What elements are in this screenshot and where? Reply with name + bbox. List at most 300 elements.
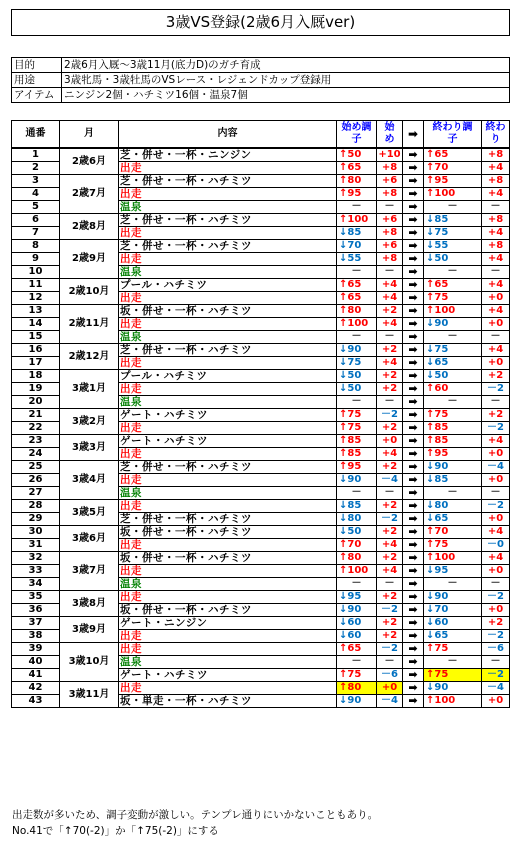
- row-number: 29: [12, 513, 60, 526]
- row-number: 10: [12, 266, 60, 279]
- start-diff: －6: [377, 669, 403, 682]
- header-arrow: ➡: [403, 121, 424, 149]
- start-diff: +2: [377, 305, 403, 318]
- content-cell: 出走: [119, 539, 337, 552]
- row-number: 7: [12, 227, 60, 240]
- start-condition: －: [337, 331, 377, 344]
- content-cell: 坂・併せ・一杯・ハチミツ: [119, 604, 337, 617]
- end-diff: +0: [482, 513, 510, 526]
- arrow-icon: ➡: [403, 240, 424, 253]
- arrow-icon: ➡: [403, 175, 424, 188]
- arrow-icon: ➡: [403, 227, 424, 240]
- header-content: 内容: [119, 121, 337, 149]
- arrow-icon: ➡: [403, 669, 424, 682]
- arrow-icon: ➡: [403, 513, 424, 526]
- end-condition: ↓90: [424, 318, 482, 331]
- content-cell: 芝・併せ・一杯・ハチミツ: [119, 175, 337, 188]
- header-end-diff: 終わり: [482, 121, 510, 149]
- start-condition: ↓95: [337, 591, 377, 604]
- end-condition: －: [424, 656, 482, 669]
- info-value: 3歳牝馬・3歳牡馬のVSレース・レジェンドカップ登録用: [62, 73, 510, 88]
- start-diff: －2: [377, 604, 403, 617]
- start-condition: －: [337, 656, 377, 669]
- start-condition: ↓70: [337, 240, 377, 253]
- row-number: 38: [12, 630, 60, 643]
- start-condition: －: [337, 487, 377, 500]
- table-row: [12, 643, 510, 656]
- start-condition: ↑75: [337, 409, 377, 422]
- arrow-icon: ➡: [403, 604, 424, 617]
- content-cell: ゲート・ニンジン: [119, 617, 337, 630]
- end-condition: ↑75: [424, 409, 482, 422]
- start-condition: ↓90: [337, 604, 377, 617]
- info-key: 目的: [12, 58, 62, 73]
- start-diff: +2: [377, 630, 403, 643]
- end-condition: ↑85: [424, 422, 482, 435]
- end-diff: －: [482, 201, 510, 214]
- end-condition: ↓75: [424, 344, 482, 357]
- arrow-icon: ➡: [403, 253, 424, 266]
- start-diff: －: [377, 656, 403, 669]
- header-start-diff: 始め: [377, 121, 403, 149]
- end-diff: －4: [482, 461, 510, 474]
- arrow-icon: ➡: [403, 148, 424, 162]
- end-diff: +2: [482, 409, 510, 422]
- start-diff: +2: [377, 370, 403, 383]
- row-number: 21: [12, 409, 60, 422]
- arrow-icon: ➡: [403, 591, 424, 604]
- end-diff: －: [482, 578, 510, 591]
- start-condition: －: [337, 201, 377, 214]
- content-cell: プール・ハチミツ: [119, 370, 337, 383]
- start-condition: ↑85: [337, 448, 377, 461]
- row-number: 1: [12, 148, 60, 162]
- content-cell: 出走: [119, 630, 337, 643]
- content-cell: 温泉: [119, 578, 337, 591]
- content-cell: ゲート・ハチミツ: [119, 409, 337, 422]
- arrow-icon: ➡: [403, 539, 424, 552]
- start-condition: ↑75: [337, 669, 377, 682]
- month-cell: 2歳11月: [60, 305, 119, 344]
- row-number: 35: [12, 591, 60, 604]
- arrow-icon: ➡: [403, 279, 424, 292]
- month-cell: 2歳12月: [60, 344, 119, 370]
- end-condition: ↓90: [424, 461, 482, 474]
- table-row: [12, 175, 510, 188]
- row-number: 13: [12, 305, 60, 318]
- end-condition: －: [424, 487, 482, 500]
- end-condition: ↑60: [424, 383, 482, 396]
- end-condition: ↑100: [424, 695, 482, 708]
- content-cell: 出走: [119, 448, 337, 461]
- arrow-icon: ➡: [403, 396, 424, 409]
- start-condition: ↑100: [337, 565, 377, 578]
- end-condition: ↑65: [424, 279, 482, 292]
- month-cell: 3歳5月: [60, 500, 119, 526]
- arrow-icon: ➡: [403, 695, 424, 708]
- content-cell: 芝・併せ・一杯・ハチミツ: [119, 240, 337, 253]
- info-row: [12, 58, 510, 73]
- start-condition: ↑65: [337, 279, 377, 292]
- start-condition: ↑70: [337, 539, 377, 552]
- row-number: 8: [12, 240, 60, 253]
- content-cell: プール・ハチミツ: [119, 279, 337, 292]
- start-diff: +4: [377, 292, 403, 305]
- start-diff: +4: [377, 279, 403, 292]
- row-number: 37: [12, 617, 60, 630]
- start-diff: +4: [377, 357, 403, 370]
- month-cell: 3歳2月: [60, 409, 119, 435]
- month-cell: 2歳10月: [60, 279, 119, 305]
- header-start-cond: 始め調子: [337, 121, 377, 149]
- start-condition: ↑65: [337, 643, 377, 656]
- arrow-icon: ➡: [403, 370, 424, 383]
- start-condition: ↓80: [337, 513, 377, 526]
- start-condition: ↓90: [337, 474, 377, 487]
- start-condition: ↑95: [337, 188, 377, 201]
- row-number: 32: [12, 552, 60, 565]
- content-cell: ゲート・ハチミツ: [119, 669, 337, 682]
- end-diff: +4: [482, 435, 510, 448]
- end-condition: ↑85: [424, 435, 482, 448]
- end-diff: +2: [482, 617, 510, 630]
- start-diff: +2: [377, 617, 403, 630]
- arrow-icon: ➡: [403, 331, 424, 344]
- note-1: 出走数が多いため、調子変動が激しい。テンプレ通りにいかないこともあり。: [12, 809, 379, 821]
- arrow-icon: ➡: [403, 201, 424, 214]
- end-condition: ↓75: [424, 227, 482, 240]
- row-number: 6: [12, 214, 60, 227]
- start-condition: ↑80: [337, 305, 377, 318]
- end-diff: +0: [482, 565, 510, 578]
- page-title: 3歳VS登録(2歳6月入厩ver): [11, 9, 510, 36]
- content-cell: 坂・併せ・一杯・ハチミツ: [119, 526, 337, 539]
- month-cell: 2歳7月: [60, 175, 119, 214]
- end-diff: －: [482, 396, 510, 409]
- row-number: 39: [12, 643, 60, 656]
- start-diff: +8: [377, 162, 403, 175]
- arrow-icon: ➡: [403, 461, 424, 474]
- month-cell: 3歳3月: [60, 435, 119, 461]
- end-condition: ↑75: [424, 643, 482, 656]
- start-diff: +2: [377, 383, 403, 396]
- arrow-icon: ➡: [403, 435, 424, 448]
- table-row: [12, 461, 510, 474]
- row-number: 25: [12, 461, 60, 474]
- row-number: 27: [12, 487, 60, 500]
- row-number: 26: [12, 474, 60, 487]
- content-cell: 芝・併せ・一杯・ハチミツ: [119, 214, 337, 227]
- start-condition: ↑65: [337, 292, 377, 305]
- start-condition: ↑75: [337, 422, 377, 435]
- content-cell: 出走: [119, 357, 337, 370]
- start-condition: ↓55: [337, 253, 377, 266]
- header-month: 月: [60, 121, 119, 149]
- content-cell: 出走: [119, 474, 337, 487]
- end-diff: －2: [482, 422, 510, 435]
- row-number: 12: [12, 292, 60, 305]
- row-number: 5: [12, 201, 60, 214]
- start-condition: ↑50: [337, 148, 377, 162]
- start-condition: －: [337, 266, 377, 279]
- arrow-icon: ➡: [403, 344, 424, 357]
- header-no: 通番: [12, 121, 60, 149]
- content-cell: 坂・単走・一杯・ハチミツ: [119, 695, 337, 708]
- table-row: [12, 240, 510, 253]
- arrow-icon: ➡: [403, 526, 424, 539]
- end-diff: +4: [482, 344, 510, 357]
- table-row: [12, 214, 510, 227]
- end-condition: ↓90: [424, 591, 482, 604]
- start-diff: +2: [377, 591, 403, 604]
- end-condition: －: [424, 266, 482, 279]
- end-condition: ↑100: [424, 305, 482, 318]
- end-condition: ↑75: [424, 669, 482, 682]
- arrow-icon: ➡: [403, 682, 424, 695]
- content-cell: ゲート・ハチミツ: [119, 435, 337, 448]
- start-diff: +4: [377, 448, 403, 461]
- end-diff: +2: [482, 370, 510, 383]
- end-condition: ↓80: [424, 500, 482, 513]
- start-diff: +6: [377, 240, 403, 253]
- month-cell: 3歳6月: [60, 526, 119, 552]
- content-cell: 出走: [119, 643, 337, 656]
- end-condition: ↓55: [424, 240, 482, 253]
- start-diff: +6: [377, 214, 403, 227]
- row-number: 14: [12, 318, 60, 331]
- content-cell: 温泉: [119, 487, 337, 500]
- start-condition: ↑85: [337, 435, 377, 448]
- row-number: 30: [12, 526, 60, 539]
- start-condition: ↑80: [337, 682, 377, 695]
- end-condition: ↑95: [424, 448, 482, 461]
- start-condition: ↓50: [337, 526, 377, 539]
- content-cell: 出走: [119, 383, 337, 396]
- start-diff: +2: [377, 344, 403, 357]
- end-condition: ↓85: [424, 474, 482, 487]
- arrow-icon: ➡: [403, 383, 424, 396]
- arrow-icon: ➡: [403, 565, 424, 578]
- end-condition: ↑75: [424, 539, 482, 552]
- content-cell: 温泉: [119, 396, 337, 409]
- arrow-icon: ➡: [403, 292, 424, 305]
- month-cell: 3歳11月: [60, 682, 119, 708]
- content-cell: 温泉: [119, 201, 337, 214]
- row-number: 28: [12, 500, 60, 513]
- row-number: 41: [12, 669, 60, 682]
- content-cell: 出走: [119, 500, 337, 513]
- end-condition: ↓85: [424, 214, 482, 227]
- end-condition: ↓65: [424, 513, 482, 526]
- table-row: [12, 409, 510, 422]
- row-number: 11: [12, 279, 60, 292]
- row-number: 16: [12, 344, 60, 357]
- arrow-icon: ➡: [403, 617, 424, 630]
- arrow-icon: ➡: [403, 487, 424, 500]
- end-diff: +4: [482, 253, 510, 266]
- end-condition: －: [424, 578, 482, 591]
- content-cell: 坂・併せ・一杯・ハチミツ: [119, 305, 337, 318]
- table-row: [12, 435, 510, 448]
- start-diff: +2: [377, 500, 403, 513]
- content-cell: 温泉: [119, 266, 337, 279]
- end-diff: －: [482, 331, 510, 344]
- end-diff: +0: [482, 695, 510, 708]
- start-diff: －4: [377, 474, 403, 487]
- end-condition: －: [424, 331, 482, 344]
- table-row: [12, 148, 510, 162]
- month-cell: 2歳9月: [60, 240, 119, 279]
- row-number: 18: [12, 370, 60, 383]
- content-cell: 出走: [119, 292, 337, 305]
- start-condition: ↓60: [337, 630, 377, 643]
- start-diff: －: [377, 331, 403, 344]
- arrow-icon: ➡: [403, 474, 424, 487]
- content-cell: 出走: [119, 227, 337, 240]
- end-condition: －: [424, 396, 482, 409]
- table-row: [12, 500, 510, 513]
- start-diff: －4: [377, 695, 403, 708]
- end-diff: +0: [482, 604, 510, 617]
- table-row: [12, 344, 510, 357]
- start-diff: －: [377, 201, 403, 214]
- arrow-icon: ➡: [403, 305, 424, 318]
- start-diff: +2: [377, 526, 403, 539]
- content-cell: 芝・併せ・一杯・ハチミツ: [119, 344, 337, 357]
- row-number: 20: [12, 396, 60, 409]
- note-2: No.41で「↑70(-2)」か「↑75(-2)」にする: [12, 825, 219, 837]
- end-diff: －2: [482, 500, 510, 513]
- end-diff: +8: [482, 214, 510, 227]
- row-number: 42: [12, 682, 60, 695]
- start-diff: －2: [377, 643, 403, 656]
- content-cell: 出走: [119, 682, 337, 695]
- content-cell: 出走: [119, 318, 337, 331]
- arrow-icon: ➡: [403, 409, 424, 422]
- end-diff: +4: [482, 526, 510, 539]
- start-diff: －: [377, 578, 403, 591]
- end-diff: +4: [482, 162, 510, 175]
- info-row: [12, 88, 510, 103]
- arrow-icon: ➡: [403, 162, 424, 175]
- start-diff: +2: [377, 461, 403, 474]
- end-diff: －2: [482, 669, 510, 682]
- row-number: 34: [12, 578, 60, 591]
- content-cell: 温泉: [119, 656, 337, 669]
- start-condition: －: [337, 578, 377, 591]
- end-condition: ↓50: [424, 253, 482, 266]
- content-cell: 出走: [119, 422, 337, 435]
- start-condition: ↑100: [337, 318, 377, 331]
- arrow-icon: ➡: [403, 656, 424, 669]
- start-condition: ↑65: [337, 162, 377, 175]
- row-number: 22: [12, 422, 60, 435]
- end-condition: －: [424, 201, 482, 214]
- end-condition: ↓60: [424, 617, 482, 630]
- content-cell: 芝・併せ・一杯・ハチミツ: [119, 461, 337, 474]
- end-condition: ↓70: [424, 604, 482, 617]
- end-diff: +4: [482, 279, 510, 292]
- start-diff: －2: [377, 409, 403, 422]
- end-condition: ↑75: [424, 292, 482, 305]
- end-diff: +8: [482, 240, 510, 253]
- end-diff: +0: [482, 318, 510, 331]
- arrow-icon: ➡: [403, 630, 424, 643]
- end-condition: ↓65: [424, 630, 482, 643]
- row-number: 40: [12, 656, 60, 669]
- row-number: 43: [12, 695, 60, 708]
- end-condition: ↑65: [424, 148, 482, 162]
- arrow-icon: ➡: [403, 552, 424, 565]
- table-row: [12, 279, 510, 292]
- row-number: 33: [12, 565, 60, 578]
- start-diff: +0: [377, 435, 403, 448]
- row-number: 9: [12, 253, 60, 266]
- start-condition: ↓85: [337, 500, 377, 513]
- row-number: 2: [12, 162, 60, 175]
- start-diff: +4: [377, 539, 403, 552]
- start-condition: ↓50: [337, 383, 377, 396]
- row-number: 4: [12, 188, 60, 201]
- end-condition: ↓95: [424, 565, 482, 578]
- start-condition: ↑100: [337, 214, 377, 227]
- table-row: [12, 370, 510, 383]
- end-diff: +4: [482, 305, 510, 318]
- info-value: ニンジン2個・ハチミツ16個・温泉7個: [62, 88, 510, 103]
- start-diff: +2: [377, 422, 403, 435]
- start-diff: +10: [378, 149, 401, 160]
- end-diff: +8: [482, 148, 510, 162]
- row-number: 19: [12, 383, 60, 396]
- arrow-icon: ➡: [403, 214, 424, 227]
- start-condition: ↓60: [337, 617, 377, 630]
- arrow-icon: ➡: [403, 188, 424, 201]
- start-condition: ↑80: [337, 175, 377, 188]
- start-condition: ↑80: [337, 552, 377, 565]
- content-cell: 出走: [119, 565, 337, 578]
- end-diff: －4: [482, 682, 510, 695]
- table-row: [12, 591, 510, 604]
- table-row: [12, 617, 510, 630]
- row-number: 24: [12, 448, 60, 461]
- end-condition: ↓90: [424, 682, 482, 695]
- row-number: 15: [12, 331, 60, 344]
- start-condition: ↓90: [337, 695, 377, 708]
- start-condition: －: [337, 396, 377, 409]
- end-diff: －2: [482, 630, 510, 643]
- arrow-icon: ➡: [403, 357, 424, 370]
- end-diff: －: [482, 266, 510, 279]
- arrow-icon: ➡: [403, 643, 424, 656]
- month-cell: 3歳10月: [60, 643, 119, 682]
- end-condition: ↑100: [424, 188, 482, 201]
- start-diff: +8: [377, 227, 403, 240]
- start-diff: +2: [377, 552, 403, 565]
- arrow-icon: ➡: [403, 422, 424, 435]
- row-number: 36: [12, 604, 60, 617]
- content-cell: 出走: [119, 253, 337, 266]
- row-number: 23: [12, 435, 60, 448]
- end-condition: ↓65: [424, 357, 482, 370]
- start-condition: ↓90: [337, 344, 377, 357]
- end-diff: －2: [482, 591, 510, 604]
- content-cell: 温泉: [119, 331, 337, 344]
- content-cell: 芝・併せ・一杯・ハチミツ: [119, 513, 337, 526]
- content-cell: 坂・併せ・一杯・ハチミツ: [119, 552, 337, 565]
- start-condition: ↓50: [337, 370, 377, 383]
- row-number: 31: [12, 539, 60, 552]
- end-diff: －0: [482, 539, 510, 552]
